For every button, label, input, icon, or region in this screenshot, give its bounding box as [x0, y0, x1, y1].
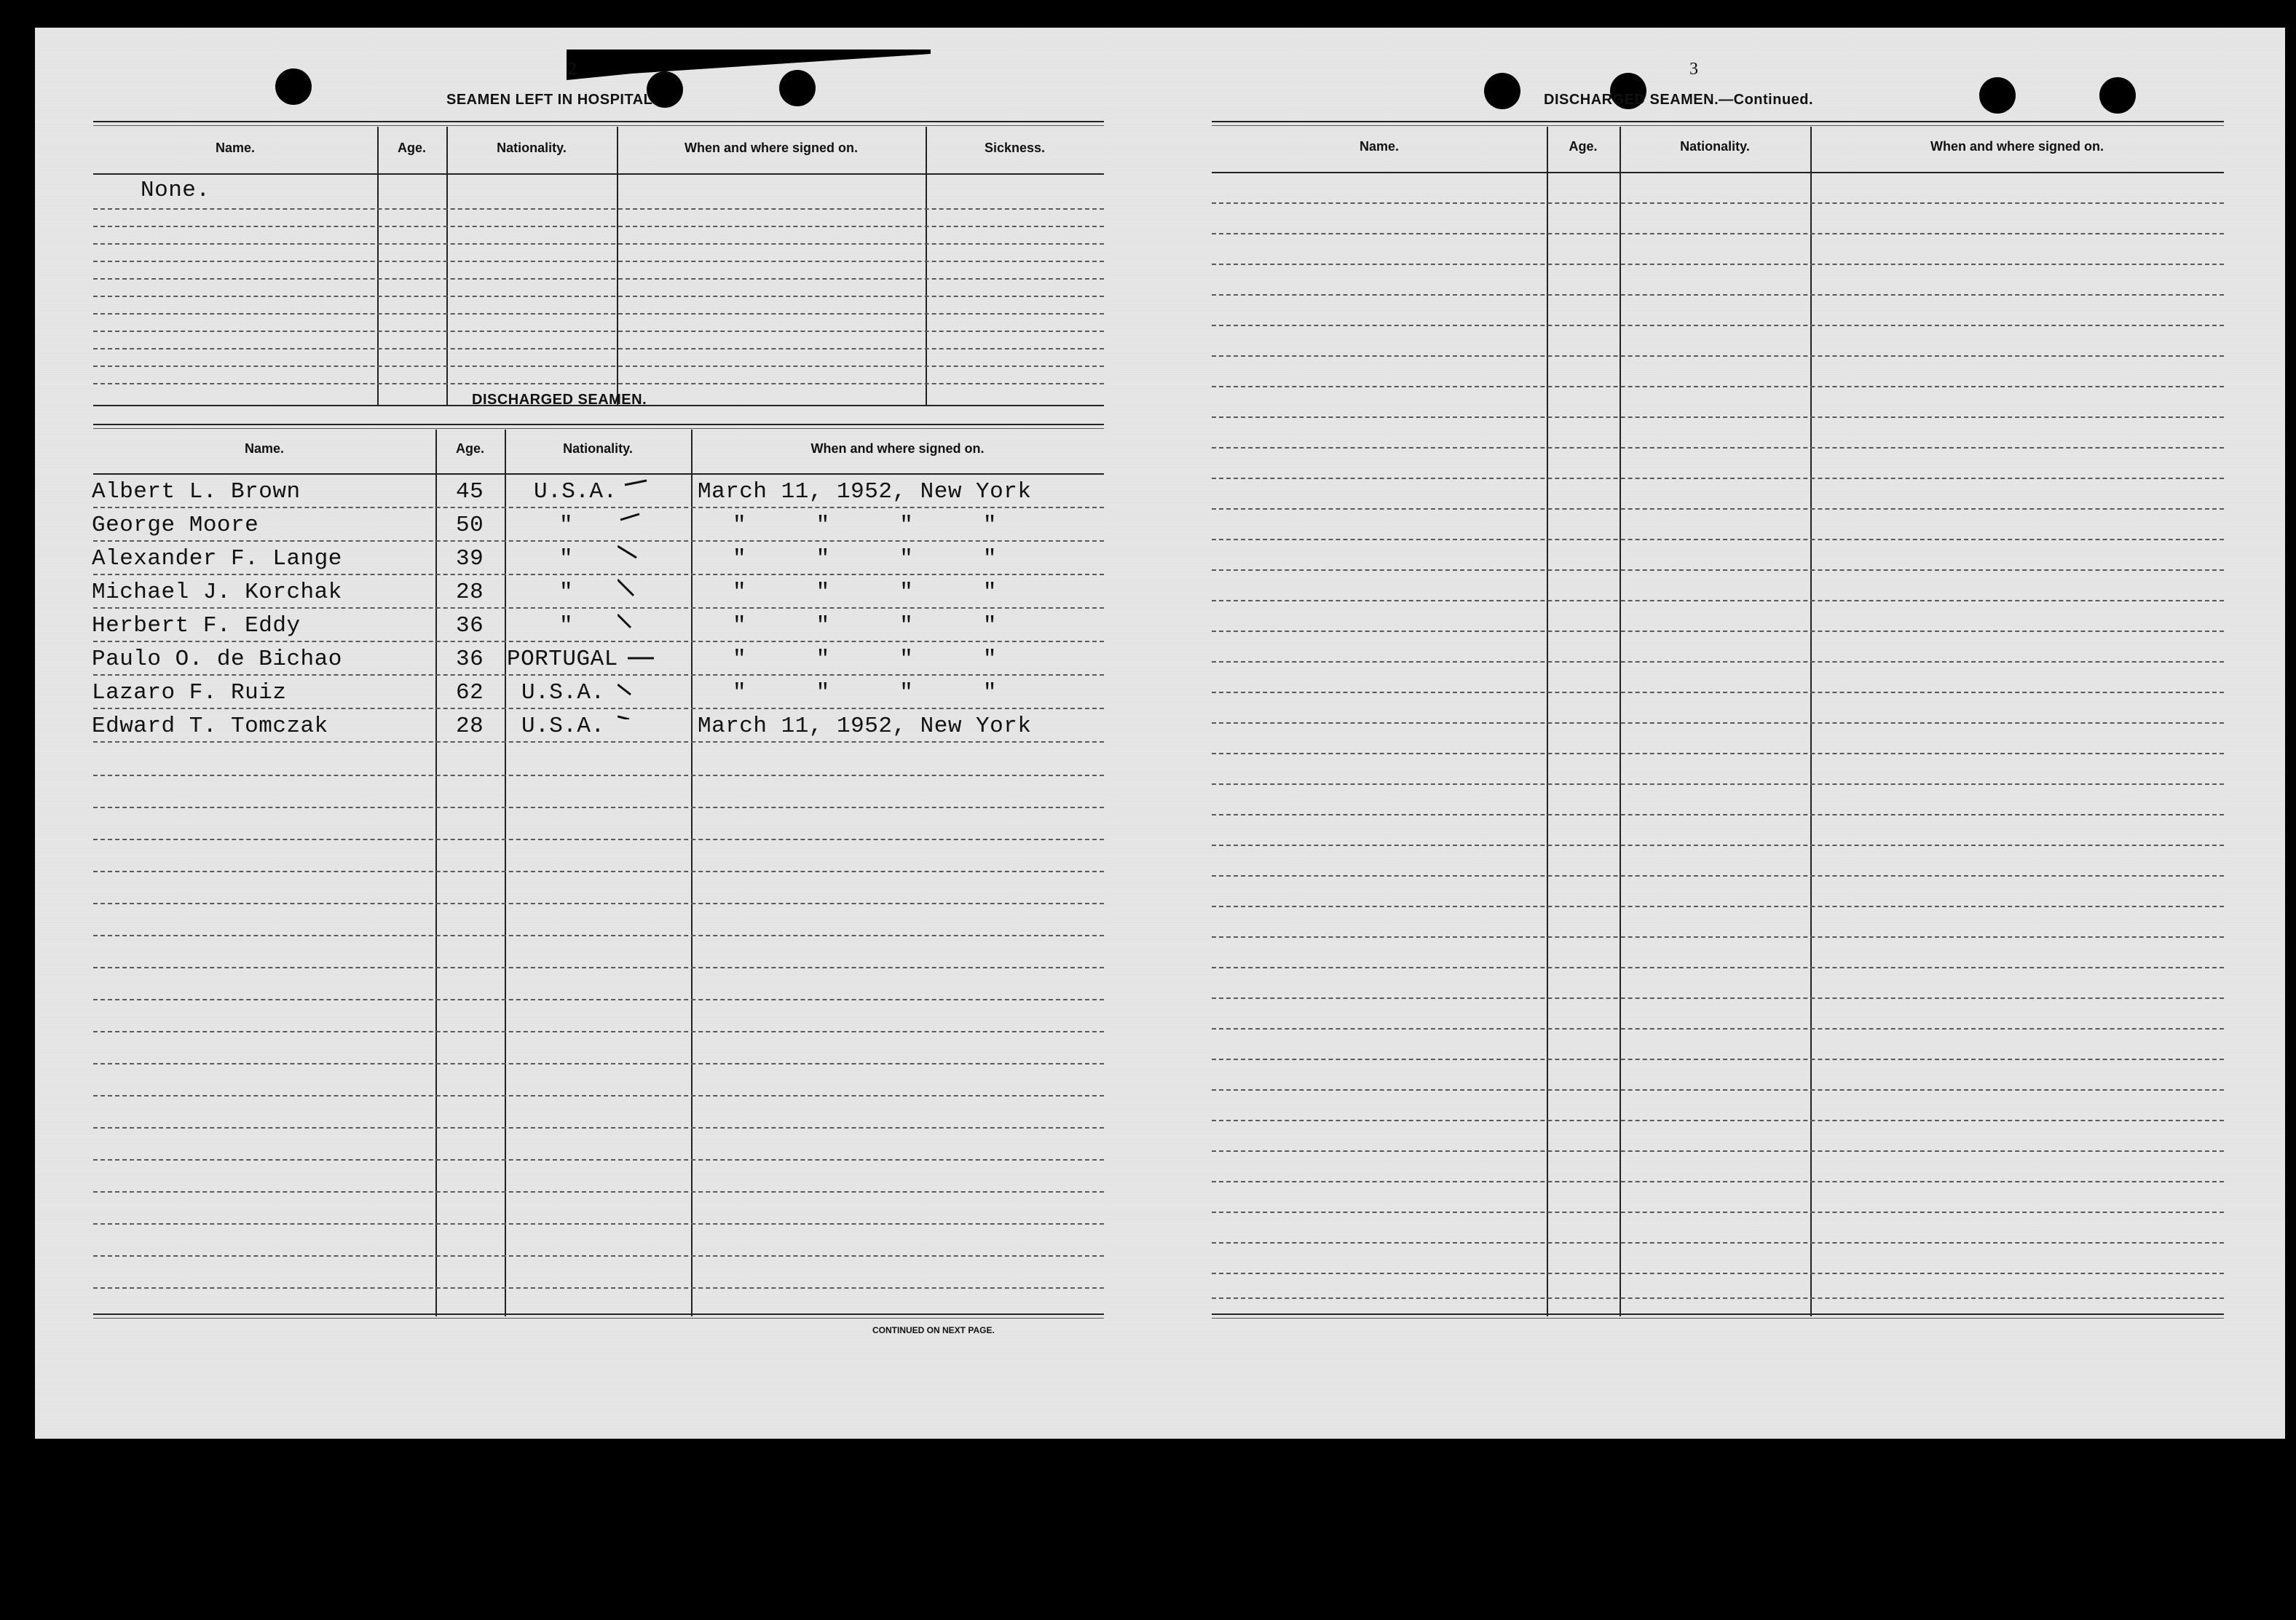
ruled-line [1212, 1150, 2224, 1152]
ruled-line [93, 1063, 1104, 1064]
rule [93, 125, 1104, 126]
crew-age: 36 [456, 613, 484, 639]
crew-age: 62 [456, 680, 484, 706]
crew-signed-on: " " " " [733, 580, 997, 605]
ruled-line [1212, 325, 2224, 326]
ruled-line [1212, 1273, 2224, 1274]
ruled-line [1212, 264, 2224, 265]
ruled-line [1212, 722, 2224, 724]
discharged-continued-title: DISCHARGED SEAMEN.—Continued. [1544, 92, 1814, 108]
hospital-entry: None. [141, 178, 210, 203]
ruled-line [93, 296, 1104, 297]
ruled-line [1212, 997, 2224, 999]
ruled-line [1212, 936, 2224, 938]
ruled-line [1212, 1120, 2224, 1121]
punch-hole [1979, 77, 2016, 114]
crew-age: 28 [456, 580, 484, 605]
ruled-line [1212, 569, 2224, 571]
ruled-line [93, 1127, 1104, 1129]
ruled-line [93, 1191, 1104, 1193]
rule [1212, 1318, 2224, 1319]
ruled-line [93, 540, 1104, 542]
column-divider [1620, 127, 1621, 1316]
rule [1212, 125, 2224, 126]
crew-name: Albert L. Brown [92, 479, 301, 505]
crew-name: Herbert F. Eddy [92, 613, 301, 639]
ruled-line [93, 807, 1104, 808]
crew-age: 50 [456, 513, 484, 538]
crew-signed-on: " " " " [733, 513, 997, 538]
crew-signed-on: " " " " [733, 613, 997, 639]
crew-name: George Moore [92, 513, 259, 538]
rule [93, 424, 1104, 425]
crew-age: 36 [456, 647, 484, 672]
col-header-name: Name. [215, 141, 256, 155]
crew-nationality: " [559, 580, 574, 605]
ruled-line [93, 1031, 1104, 1032]
ruled-line [93, 607, 1104, 609]
rule [1212, 172, 2224, 173]
rule [93, 1318, 1104, 1319]
ruled-line [93, 574, 1104, 575]
punch-hole [275, 68, 312, 105]
ruled-line [93, 278, 1104, 280]
ruled-line [1212, 1181, 2224, 1182]
ruled-line [93, 839, 1104, 840]
ruled-line [93, 1223, 1104, 1225]
column-divider [377, 127, 379, 405]
crew-age: 45 [456, 479, 484, 505]
ruled-line [93, 366, 1104, 367]
ruled-line [1212, 692, 2224, 693]
crew-signed-on: " " " " [733, 546, 997, 572]
ruled-line [1212, 508, 2224, 510]
col-header-age: Age. [1569, 139, 1598, 154]
ruled-line [1212, 1242, 2224, 1244]
column-divider [446, 127, 448, 405]
col-header-signed-on: When and where signed on. [1930, 139, 2104, 154]
rule [93, 428, 1104, 429]
column-divider [691, 430, 693, 1316]
crew-nationality: " [559, 613, 574, 639]
punch-hole [2099, 77, 2136, 114]
ruled-line [93, 1159, 1104, 1161]
ruled-line [93, 708, 1104, 709]
crew-nationality: U.S.A. [521, 680, 605, 706]
ruled-line [93, 226, 1104, 227]
ruled-line [1212, 631, 2224, 632]
col-header-signed-on: When and where signed on. [810, 441, 985, 456]
ruled-line [1212, 447, 2224, 449]
column-divider [926, 127, 927, 405]
column-divider [435, 430, 437, 1316]
ruled-line [1212, 478, 2224, 479]
ruled-line [93, 967, 1104, 968]
torn-edge [567, 50, 931, 93]
rule [93, 473, 1104, 475]
col-header-name: Name. [244, 441, 285, 456]
ruled-line [1212, 967, 2224, 968]
ruled-line [1212, 202, 2224, 204]
ruled-line [93, 243, 1104, 245]
rule [93, 173, 1104, 175]
column-divider [1810, 127, 1812, 1316]
col-header-nationality: Nationality. [1680, 139, 1750, 154]
punch-hole [1484, 73, 1520, 109]
ruled-line [1212, 1297, 2224, 1299]
ruled-line [1212, 875, 2224, 877]
crew-nationality: " [559, 546, 574, 572]
discharged-section-title: DISCHARGED SEAMEN. [472, 392, 647, 408]
rule [1212, 121, 2224, 122]
ruled-line [1212, 753, 2224, 754]
ruled-line [93, 507, 1104, 508]
ruled-line [93, 775, 1104, 776]
ruled-line [93, 1255, 1104, 1257]
col-header-name: Name. [1359, 139, 1400, 154]
crew-name: Paulo O. de Bichao [92, 647, 342, 672]
crew-nationality: U.S.A. [521, 714, 605, 739]
col-header-nationality: Nationality. [563, 441, 633, 456]
col-header-age: Age. [455, 441, 484, 456]
crew-name: Alexander F. Lange [92, 546, 342, 572]
column-divider [505, 430, 506, 1316]
ruled-line [1212, 814, 2224, 815]
check-marks [618, 472, 654, 719]
ruled-line [93, 313, 1104, 315]
ruled-line [1212, 1059, 2224, 1060]
col-header-signed-on: When and where signed on. [684, 141, 859, 155]
crew-age: 28 [456, 714, 484, 739]
ruled-line [93, 903, 1104, 904]
ruled-line [93, 383, 1104, 384]
ruled-line [93, 331, 1104, 332]
crew-nationality: " [559, 513, 574, 538]
ruled-line [93, 999, 1104, 1000]
ruled-line [93, 348, 1104, 349]
ruled-line [93, 261, 1104, 262]
ruled-line [1212, 1089, 2224, 1091]
ruled-line [93, 1095, 1104, 1097]
ruled-line [1212, 661, 2224, 663]
col-header-nationality: Nationality. [497, 141, 567, 155]
crew-age: 39 [456, 546, 484, 572]
column-divider [617, 127, 618, 405]
crew-list-sheet [35, 28, 2285, 1439]
ruled-line [1212, 539, 2224, 540]
ruled-line [93, 674, 1104, 676]
page-number-right: 3 [1689, 60, 1698, 79]
crew-name: Lazaro F. Ruiz [92, 680, 287, 706]
crew-name: Michael J. Korchak [92, 580, 342, 605]
col-header-age: Age. [397, 141, 426, 155]
ruled-line [93, 1287, 1104, 1289]
page-number-left: 2 [568, 60, 577, 79]
ruled-line [1212, 416, 2224, 418]
crew-signed-on: March 11, 1952, New York [698, 714, 1032, 739]
hospital-section-title: SEAMEN LEFT IN HOSPITAL. [446, 92, 658, 108]
crew-nationality: PORTUGAL [507, 647, 618, 672]
ruled-line [93, 641, 1104, 642]
ruled-line [93, 871, 1104, 872]
ruled-line [1212, 294, 2224, 296]
ruled-line [93, 208, 1104, 210]
column-divider [1547, 127, 1548, 1316]
ruled-line [93, 935, 1104, 936]
crew-signed-on: " " " " [733, 647, 997, 672]
ruled-line [1212, 906, 2224, 907]
ruled-line [1212, 233, 2224, 234]
continued-note: CONTINUED ON NEXT PAGE. [872, 1325, 995, 1335]
crew-name: Edward T. Tomczak [92, 714, 328, 739]
ruled-line [1212, 355, 2224, 357]
ruled-line [1212, 845, 2224, 846]
ruled-line [1212, 1028, 2224, 1030]
ruled-line [1212, 386, 2224, 387]
ruled-line [1212, 783, 2224, 785]
ruled-line [1212, 1212, 2224, 1213]
ruled-line [1212, 600, 2224, 601]
ruled-line [93, 741, 1104, 743]
punch-hole [779, 70, 816, 106]
crew-signed-on: March 11, 1952, New York [698, 479, 1032, 505]
rule [93, 1313, 1104, 1315]
rule [93, 121, 1104, 122]
col-header-sickness: Sickness. [984, 141, 1046, 155]
crew-nationality: U.S.A. [534, 479, 618, 505]
crew-signed-on: " " " " [733, 680, 997, 706]
rule [1212, 1313, 2224, 1315]
